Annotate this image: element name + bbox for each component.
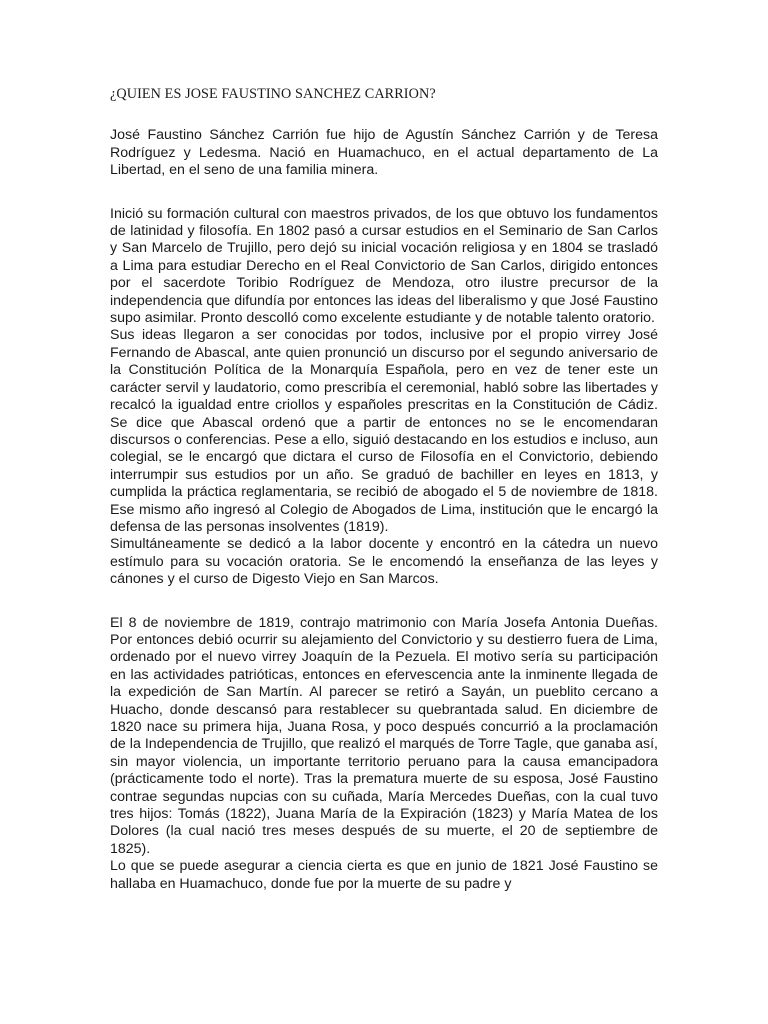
paragraph-teaching: Simultáneamente se dedicó a la labor docente y encontró en la cátedra un nuevo estímulo para su vocación oratoria. Se le encomendó la enseñanza de las leyes y cánones y el curso de Digesto Viejo en San Marcos. [110,536,658,588]
document-page [110,86,658,893]
document-title: ¿QUIEN ES JOSE FAUSTINO SANCHEZ CARRION? [110,86,436,102]
paragraph-marriage: El 8 de noviembre de 1819, contrajo matrimonio con María Josefa Antonia Dueñas. Por entonces debió ocurrir su alejamiento del Convictorio y su destierro fuera de Lima, ordenado por el nuevo virrey Joaquín de la Pezuela. El motivo sería su participación en las actividades patrióticas, entonces en efervescencia ante la inminente llegada de la expedición de San Martín. Al parecer se retiró a Sayán, un pueblito cercano a Huacho, donde descansó para restablecer su quebrantada salud. En diciembre de 1820 nace su primera hija, Juana Rosa, y poco después concurrió a la proclamación de la Independencia de Trujillo, que realizó el marqués de Torre Tagle, que ganaba así, sin mayor violencia, un importante territorio peruano para la causa emancipadora (prácticamente todo el norte). Tras la prematura muerte de su esposa, José Faustino contrae segundas nupcias con su cuñada, María Mercedes Dueñas, con la cual tuvo tres hijos: Tomás (1822), Juana María de la Expiración (1823) y María Matea de los Dolores (la cual nació tres meses después de su muerte, el 20 de septiembre de 1825). [110,614,658,857]
paragraph-huamachuco: Lo que se puede asegurar a ciencia cierta es que en junio de 1821 José Faustino se hallaba en Huamachuco, donde fue por la muerte de su padre y [110,858,658,892]
paragraph-ideas: Sus ideas llegaron a ser conocidas por todos, inclusive por el propio virrey José Fernando de Abascal, ante quien pronunció un discurso por el segundo aniversario de la Constitución Política de la Monarquía Española, pero en vez de tener este un carácter servil y laudatorio, como prescribía el ceremonial, habló sobre las libertades y recalcó la igualdad entre criollos y españoles prescritas en la Constitución de Cádiz. Se dice que Abascal ordenó que a partir de entonces no se le encomendaran discursos o conferencias. Pese a ello, siguió destacando en los estudios e incluso, aun colegial, se le encargó que dictara el curso de Filosofía en el Convictorio, debiendo interrumpir sus estudios por un año. Se graduó de bachiller en leyes en 1813, y cumplida la práctica reglamentaria, se recibió de abogado el 5 de noviembre de 1818. Ese mismo año ingresó al Colegio de Abogados de Lima, institución que le encargó la defensa de las personas insolventes (1819). [110,327,658,535]
paragraph-origins: José Faustino Sánchez Carrión fue hijo de Agustín Sánchez Carrión y de Teresa Rodríguez y Ledesma. Nació en Huamachuco, en el actual departamento de La Libertad, en el seno de una familia minera. [110,127,658,179]
paragraph-education: Inició su formación cultural con maestros privados, de los que obtuvo los fundamentos de latinidad y filosofía. En 1802 pasó a cursar estudios en el Seminario de San Carlos y San Marcelo de Trujillo, pero dejó su inicial vocación religiosa y en 1804 se trasladó a Lima para estudiar Derecho en el Real Convictorio de San Carlos, dirigido entonces por el sacerdote Toribio Rodríguez de Mendoza, otro ilustre precursor de la independencia que difundía por entonces las ideas del liberalismo y que José Faustino supo asimilar. Pronto descolló como excelente estudiante y de notable talento oratorio. [110,205,658,327]
